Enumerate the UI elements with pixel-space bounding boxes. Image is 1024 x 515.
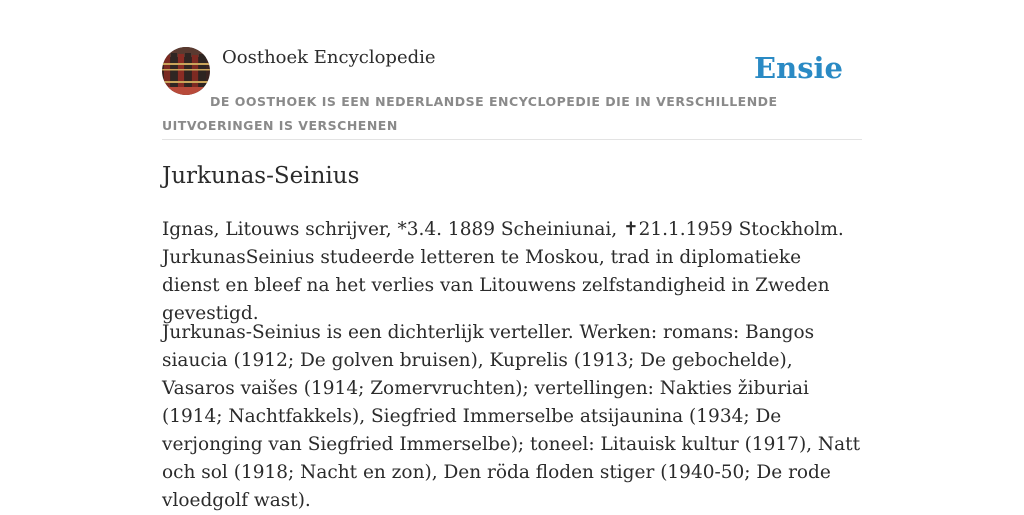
site-title-link[interactable]: Oosthoek Encyclopedie (222, 47, 436, 68)
site-tagline: DE OOSTHOEK IS EEN NEDERLANDSE ENCYCLOPEDIE DIE IN VERSCHILLENDE UITVOERINGEN IS VERSCHENEN (162, 94, 778, 133)
encyclopedia-avatar[interactable] (162, 47, 210, 95)
ensie-logo[interactable]: Ensie (754, 51, 843, 85)
encyclopedia-books-icon (162, 47, 210, 95)
article-paragraph: Ignas, Litouws schrijver, *3.4. 1889 Scheiniunai, ✝21.1.1959 Stockholm. JurkunasSeinius studeerde letteren te Moskou, trad in diplomatieke dienst en bleef na het verlies van Litouwens zelfstandigheid in Zweden gevestigd. (162, 219, 844, 324)
header-divider (162, 139, 862, 140)
article-title: Jurkunas-Seinius (162, 163, 360, 189)
article-paragraph: Jurkunas-Seinius is een dichterlijk verteller. Werken: romans: Bangos siaucia (1912; De golven bruisen), Kuprelis (1913; De gebochelde), Vasaros vaišes (1914; Zomervruchten); vertellingen: Nakties žiburiai (1914; Nachtfakkels), Siegfried Immerselbe atsijaunina (1934; De verjonging van Siegfried Immerselbe); toneel: Litauisk kultur (1917), Natt och sol (1918; Nacht en zon), Den röda floden stiger (1940-50; De rode vloedgolf wast). (162, 322, 861, 511)
